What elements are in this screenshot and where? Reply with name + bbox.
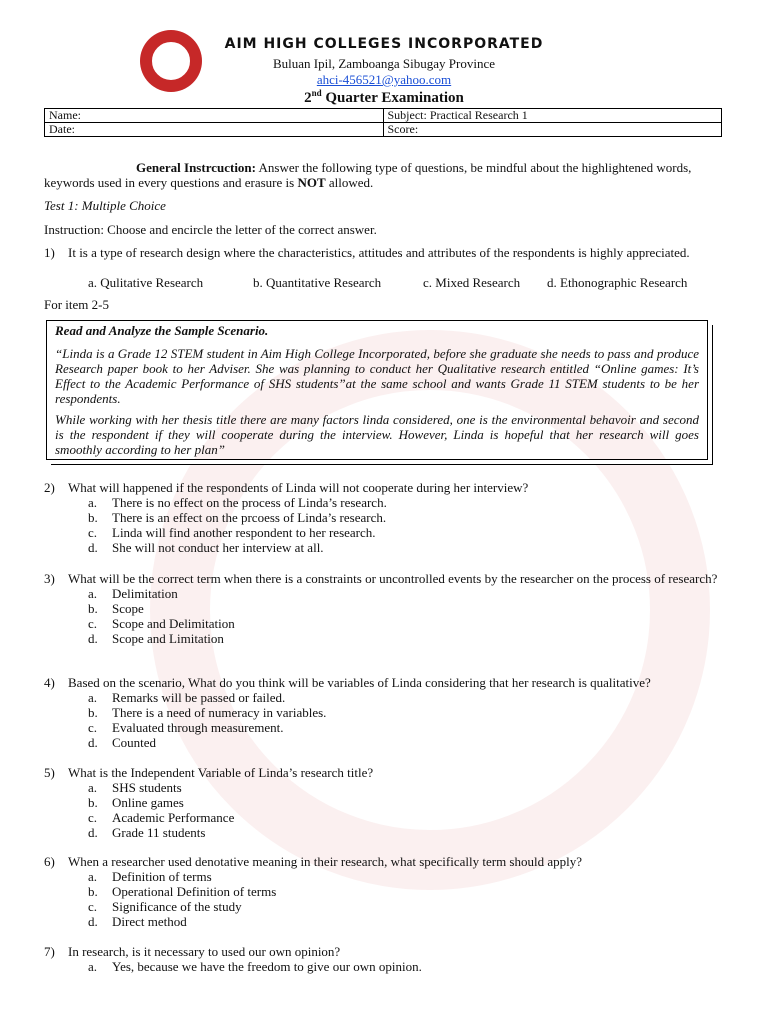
scenario-title: Read and Analyze the Sample Scenario.: [55, 323, 269, 338]
question-2: 2) What will happened if the respondents of Linda will not cooperate during her interview? a. There is no effect on the process of Linda’s research. b. There is an effect on the prcoess of Linda’s research. c. Linda will find another respondent to her research. d. She will not conduct her interview at all.: [44, 480, 724, 555]
option-d[interactable]: d. Grade 11 students: [88, 825, 206, 840]
option-b[interactable]: b. There is an effect on the prcoess of Linda’s research.: [88, 510, 387, 525]
question-1: 1) It is a type of research design where the characteristics, attitudes and attributes of the respondents is highly appreciated.: [44, 245, 690, 260]
question-7: 7) In research, is it necessary to used our own opinion? a. Yes, because we have the freedom to give our own opinion.: [44, 944, 724, 974]
option-c[interactable]: c. Scope and Delimitation: [88, 616, 235, 631]
question-5: 5) What is the Independent Variable of Linda’s research title? a. SHS students b. Online games c. Academic Performance d. Grade 11 students: [44, 765, 724, 840]
question-3: 3) What will be the correct term when there is a constraints or uncontrolled events by the researcher on the process of research? a. Delimitation b. Scope c. Scope and Delimitation d. Scope and Limitation: [44, 571, 724, 646]
exam-title: 2nd Quarter Examination: [304, 88, 464, 106]
option-b[interactable]: b. Quantitative Research: [253, 275, 382, 290]
student-info-table: [44, 108, 722, 137]
option-a[interactable]: a. Yes, because we have the freedom to give our own opinion.: [88, 959, 422, 974]
option-c[interactable]: c. Significance of the study: [88, 899, 242, 914]
question-6: 6) When a researcher used denotative meaning in their research, what specifically term should apply? a. Definition of terms b. Operational Definition of terms c. Significance of the study d. Direct method: [44, 854, 724, 929]
score-field: Score:: [383, 123, 722, 137]
option-d[interactable]: d. Ethonographic Research: [547, 275, 688, 290]
option-a[interactable]: a. Qulitative Research: [88, 275, 204, 290]
option-c[interactable]: c. Evaluated through measurement.: [88, 720, 284, 735]
option-c[interactable]: c. Linda will find another respondent to her research.: [88, 525, 376, 540]
option-b[interactable]: b. There is a need of numeracy in variables.: [88, 705, 327, 720]
option-d[interactable]: d. She will not conduct her interview at all.: [88, 540, 324, 555]
option-b[interactable]: b. Scope: [88, 601, 144, 616]
option-a[interactable]: a. SHS students: [88, 780, 182, 795]
subject-field: Subject: Practical Research 1: [383, 109, 722, 123]
option-d[interactable]: d. Scope and Limitation: [88, 631, 224, 646]
option-d[interactable]: d. Counted: [88, 735, 157, 750]
scenario-box: [46, 320, 708, 460]
document-header: [0, 28, 768, 108]
for-items-label: For item 2-5: [44, 297, 109, 312]
date-field[interactable]: Date:: [45, 123, 384, 137]
option-c[interactable]: c. Academic Performance: [88, 810, 235, 825]
test1-title: Test 1: Multiple Choice: [44, 198, 166, 213]
option-a[interactable]: a. Delimitation: [88, 586, 178, 601]
option-a[interactable]: a. There is no effect on the process of Linda’s research.: [88, 495, 387, 510]
option-c[interactable]: c. Mixed Research: [423, 275, 521, 290]
option-b[interactable]: b. Operational Definition of terms: [88, 884, 277, 899]
question-4: 4) Based on the scenario, What do you think will be variables of Linda considering that her research is qualitative? a. Remarks will be passed or failed. b. There is a need of numeracy in variables. c. Evaluated through measurement. d. Counted: [44, 675, 724, 750]
school-email-link[interactable]: ahci-456521@yahoo.com: [316, 72, 452, 87]
school-address: Buluan Ipil, Zamboanga Sibugay Province: [272, 56, 496, 71]
scenario-paragraph-2: While working with her thesis title there are many factors linda considered, one is the environmental behavoir and second is the respondent if they will cooperate during the interview. However, Linda is hopeful that her research will goes smoothly according to her plan”: [55, 412, 699, 457]
option-d[interactable]: d. Direct method: [88, 914, 187, 929]
scenario-paragraph-1: “Linda is a Grade 12 STEM student in Aim High College Incorporated, before she graduate she needs to pass and produce Research paper book to her Adviser. She was planning to conduct her Qualitative research entitled “Online games: It’s Effect to the Academic Performance of SHS students”at the same school and wants Grade 11 STEM students to be her respondents.: [55, 346, 699, 406]
school-name: AIM HIGH COLLEGES INCORPORATED: [224, 36, 544, 52]
general-instruction: General Instrcuction: Answer the following type of questions, be mindful about the highlightened words, keywords used in every questions and erasure is NOT allowed.: [44, 160, 692, 190]
option-a[interactable]: a. Remarks will be passed or failed.: [88, 690, 286, 705]
option-a[interactable]: a. Definition of terms: [88, 869, 212, 884]
option-b[interactable]: b. Online games: [88, 795, 184, 810]
name-field[interactable]: Name:: [45, 109, 384, 123]
test1-instruction: Instruction: Choose and encircle the letter of the correct answer.: [44, 222, 377, 237]
